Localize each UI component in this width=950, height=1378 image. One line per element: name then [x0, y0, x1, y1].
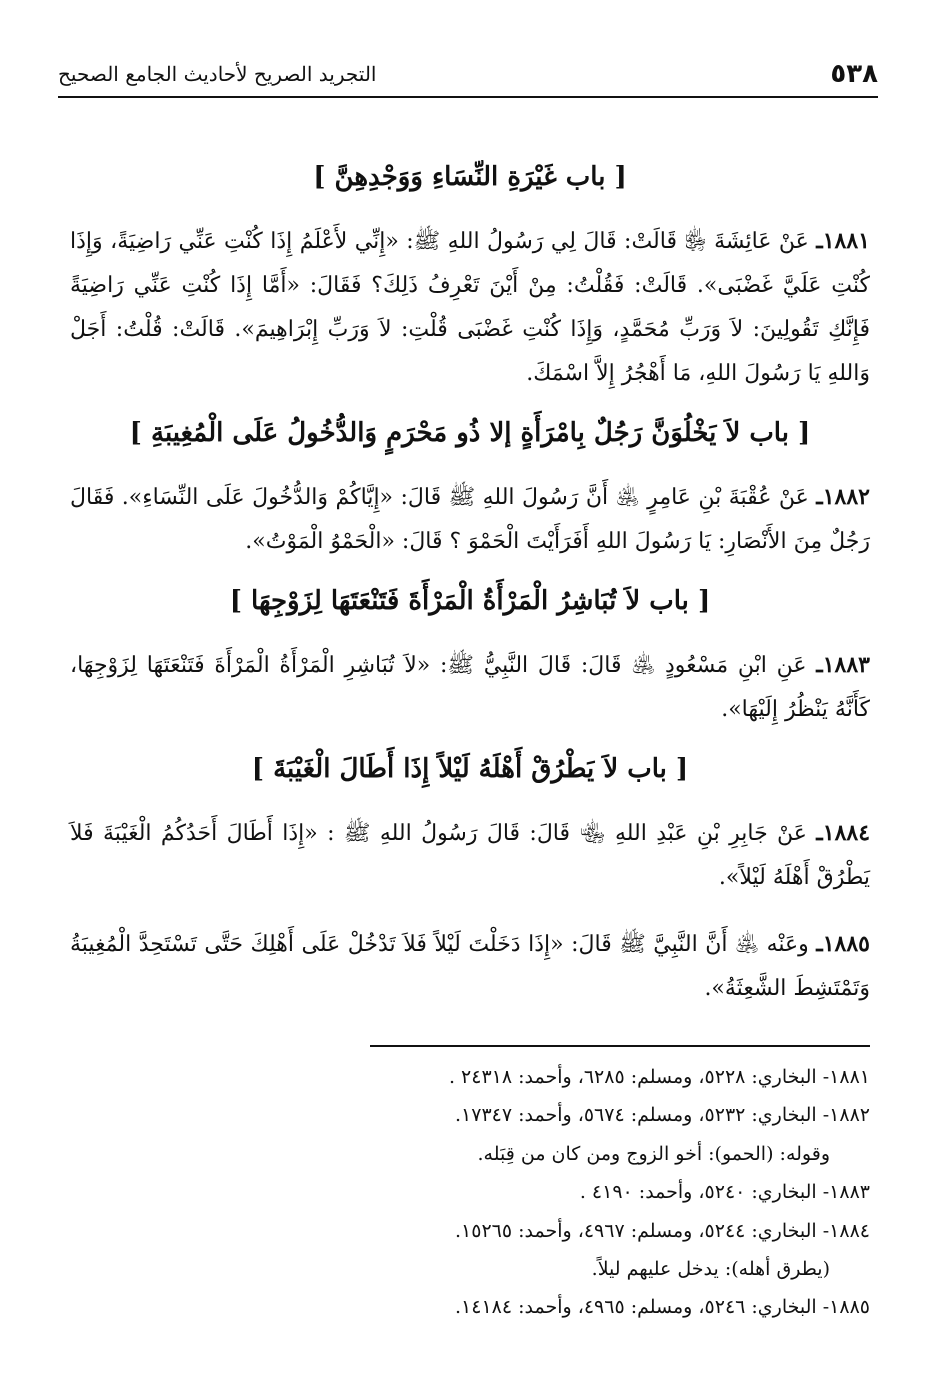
hadith-paragraph: [70, 643, 870, 732]
footnote: ١٨٨٣- البخاري: ٥٢٤٠، وأحمد: ٤١٩٠ .: [579, 1181, 870, 1204]
footnote-divider: [370, 1045, 870, 1047]
hadith-number: ١٨٨٥ـ: [816, 931, 870, 957]
chapter-heading: [ باب لاَ يَخْلُوَنَّ رَجُلٌ بِامْرَأَةٍ إلا ذُو مَحْرَمٍ وَالدُّخُولُ عَلَى الْمُغِيبَةِ ]: [129, 418, 811, 448]
hadith-number: ١٨٨٣ـ: [816, 652, 870, 678]
hadith-paragraph: [70, 922, 870, 1011]
hadith-text: عَنِ ابْنِ مَسْعُودٍ ﵁ قَالَ: قَالَ النَّبِيُّ ﷺ: «لاَ تُبَاشِرِ الْمَرْأَةُ الْمَرْأَةَ فَتَنْعَتَهَا لِزَوْجِهَا، كَأَنَّهُ يَنْظُرُ إِلَيْهَا».: [70, 653, 870, 722]
footnote: ١٨٨٤- البخاري: ٥٢٤٤، ومسلم: ٤٩٦٧، وأحمد: ١٥٢٦٥.: [454, 1219, 870, 1242]
hadith-number: ١٨٨٢ـ: [816, 484, 870, 510]
hadith-number: ١٨٨٤ـ: [816, 820, 871, 846]
hadith-paragraph: [70, 219, 870, 396]
hadith-text: عَنْ عُقْبَةَ بْنِ عَامِرٍ ﵁ أَنَّ رَسُولَ اللهِ ﷺ قَالَ: «إِيَّاكُمْ وَالدُّخُولَ عَلَى النِّسَاءِ». فَقَالَ رَجُلٌ مِنَ الأَنْصَارِ: يَا رَسُولَ اللهِ أَفَرَأَيْتَ الْحَمْوَ ؟ قَالَ: «الْحَمْوُ الْمَوْتُ».: [70, 485, 870, 554]
hadith-text: وعَنْه ﵁ أَنَّ النَّبِيَّ ﷺ قَالَ: «إِذَا دَخَلْتَ لَيْلاً فَلاَ تَدْخُلْ عَلَى أَهْلِكَ حَتَّى تَسْتَحِدَّ الْمُغِيبَةُ وَتَمْتَشِطَ الشَّعِثَةُ».: [70, 932, 870, 1001]
chapter-heading: [ باب غَيْرَةِ النِّسَاءِ وَوَجْدِهِنَّ ]: [313, 162, 627, 192]
hadith-paragraph: [70, 475, 870, 564]
page-number: ٥٣٨: [830, 59, 878, 89]
hadith-text: عَنْ عَائِشَةَ ﵂ قَالَتْ: قَالَ لِي رَسُولُ اللهِ ﷺ: «إِنِّي لأَعْلَمُ إِذَا كُنْتِ عَنِّي رَاضِيَةً، وَإِذَا كُنْتِ عَلَيَّ غَضْبَى». قَالَتْ: فَقُلْتُ: مِنْ أَيْنَ تَعْرِفُ ذَلِكَ؟ فَقَالَ: «أَمَّا إِذَا كُنْتِ عَنِّي رَاضِيَةً فَإِنَّكِ تَقُولِينَ: لاَ وَرَبِّ مُحَمَّدٍ، وَإِذَا كُنْتِ غَضْبَى قُلْتِ: لاَ وَرَبِّ إِبْرَاهِيمَ». قَالَتْ: قُلْتُ: أَجَلْ وَاللهِ يَا رَسُولَ اللهِ، مَا أَهْجُرُ إِلاَّ اسْمَكَ.: [70, 229, 870, 386]
hadith-text: عَنْ جَابِرِ بْنِ عَبْدِ اللهِ ﵄ قَالَ: قَالَ رَسُولُ اللهِ ﷺ : «إِذَا أَطَالَ أَحَدُكُمُ الْغَيْبَةَ فَلاَ يَطْرُقْ أَهْلَهُ لَيْلاً».: [70, 821, 870, 890]
chapter-heading: [ باب لاَ يَطْرُقْ أَهْلَهُ لَيْلاً إِذَا أَطَالَ الْغَيْبَةَ ]: [251, 754, 689, 784]
book-title: التجريد الصريح لأحاديث الجامع الصحيح: [58, 62, 377, 86]
footnote-note: وقوله: (الحمو): أخو الزوج ومن كان من قِبَله.: [477, 1142, 830, 1165]
hadith-paragraph: [70, 811, 870, 900]
footnote: ١٨٨١- البخاري: ٥٢٢٨، ومسلم: ٦٢٨٥، وأحمد: ٢٤٣١٨ .: [448, 1066, 870, 1088]
footnote-note: (يطرق أهله): يدخل عليهم ليلاً.: [591, 1257, 830, 1280]
chapter-heading: [ باب لاَ تُبَاشِرُ الْمَرْأَةُ الْمَرْأَةَ فَتَنْعَتَهَا لِزَوْجِهَا ]: [229, 586, 711, 616]
footnote: ١٨٨٥- البخاري: ٥٢٤٦، ومسلم: ٤٩٦٥، وأحمد: ١٤١٨٤.: [454, 1296, 870, 1319]
footnotes: [70, 1058, 870, 1327]
hadith-number: ١٨٨١ـ: [816, 228, 870, 254]
page-content: [70, 140, 870, 1023]
page-header: [58, 52, 878, 98]
footnote: ١٨٨٢- البخاري: ٥٢٣٢، ومسلم: ٥٦٧٤، وأحمد: ١٧٣٤٧.: [454, 1104, 870, 1127]
